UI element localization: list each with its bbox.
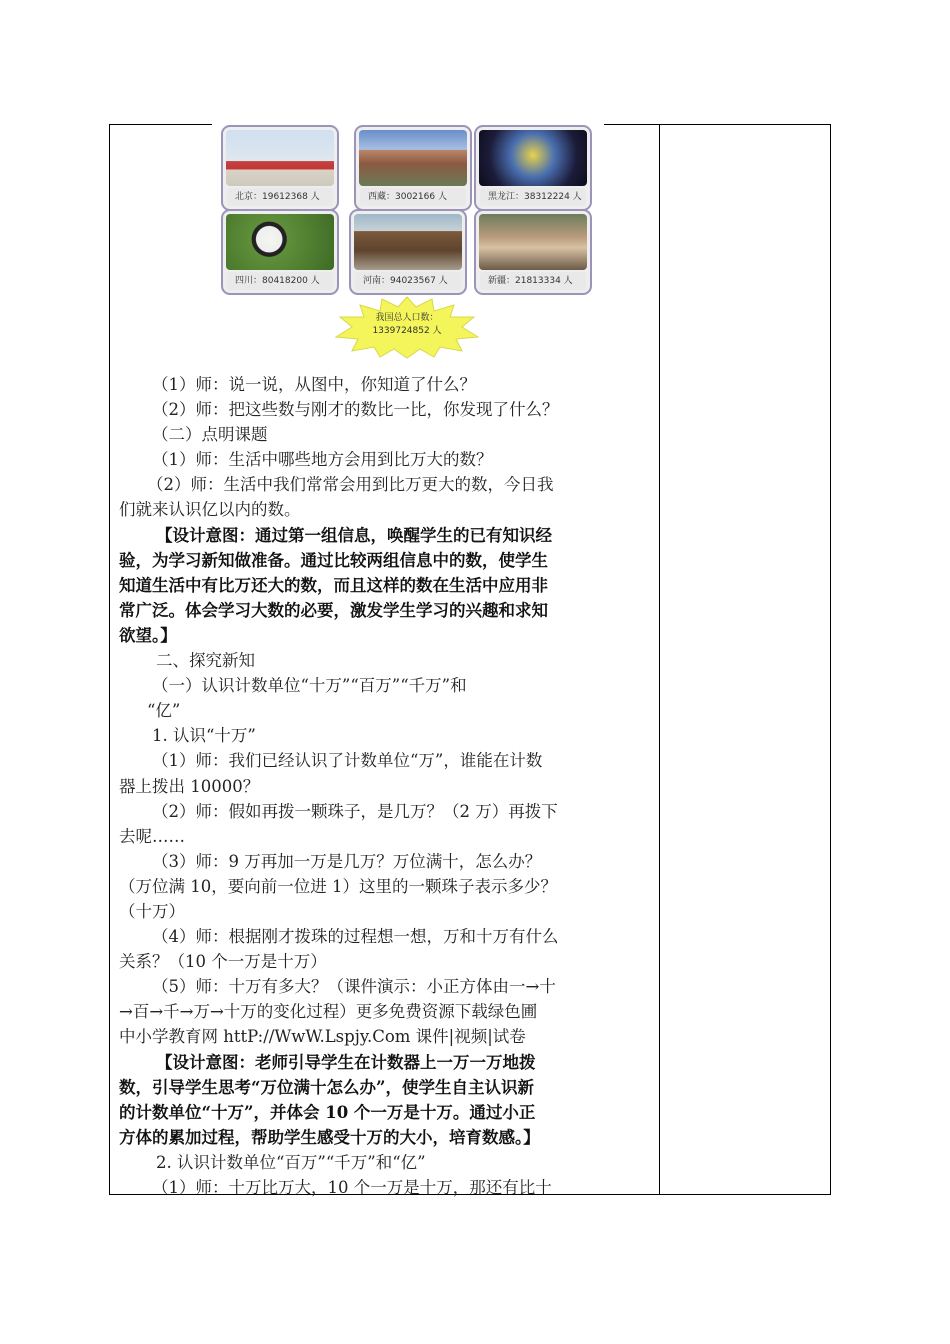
beijing-card [221,125,339,211]
design-intent-2: 【设计意图：老师引导学生在计数器上一万一万地拨 [156,1052,536,1072]
text-line: （二）点明课题 [152,425,268,445]
heilongjiang-photo [479,130,587,186]
text-line: 去呢…… [119,826,185,846]
heilongjiang-card [474,125,592,211]
text-line: （一）认识计数单位“十万”“百万”“千万”和 [152,676,467,696]
text-line: （十万） [119,901,185,921]
text-line: （5）师：十万有多大？（课件演示：小正方体由一→十 [152,977,556,997]
text-line: （2）师：假如再拨一颗珠子，是几万？（2 万）再拨下 [152,801,558,821]
text-line: （1）师：生活中哪些地方会用到比万大的数？ [152,450,493,470]
population-figure [212,119,604,354]
section-heading: 二、探究新知 [156,651,255,671]
xinjiang-card [474,209,592,295]
design-intent-1: 【设计意图：通过第一组信息，唤醒学生的已有知识经 [156,525,552,545]
xizang-card [354,125,472,211]
card-caption: 北京：19612368 人 [227,188,333,206]
text-line: （1）师：十万比万大，10 个一万是十万，那还有比十 [152,1178,552,1197]
text-line: （3）师：9 万再加一万是几万？万位满十，怎么办？ [152,851,542,871]
design-intent-2: 数，引导学生思考“万位满十怎么办”，使学生自主认识新 [119,1077,534,1097]
card-caption: 新疆：21813334 人 [480,272,586,290]
design-intent-2: 的计数单位“十万”，并体会 10 个一万是十万。通过小正 [119,1102,536,1122]
text-line: 们就来认识亿以内的数。 [119,500,301,520]
design-intent-1: 知道生活中有比万还大的数，而且这样的数在生活中应用非 [119,575,548,595]
text-line: （万位满 10，要向前一位进 1）这里的一颗珠子表示多少？ [119,876,557,896]
henan-card [349,209,467,295]
henan-photo [354,214,462,270]
text-line: （4）师：根据刚才拨珠的过程想一想，万和十万有什么 [152,927,559,947]
beijing-photo [226,130,334,186]
design-intent-1: 验，为学习新知做准备。通过比较两组信息中的数，使学生 [119,550,548,570]
text-line: （1）师：说一说，从图中，你知道了什么？ [152,375,476,394]
card-caption: 黑龙江：38312224 人 [480,188,586,206]
text-line: （2）师：把这些数与刚才的数比一比，你发现了什么？ [152,400,559,420]
text-line: “亿” [147,701,181,721]
card-caption: 四川：80418200 人 [227,272,333,290]
card-caption: 西藏：3002166 人 [360,188,466,206]
total-population-label [332,312,482,338]
text-line: （1）师：我们已经认识了计数单位“万”，谁能在计数 [152,751,543,771]
text-line: 关系？（10 个一万是十万） [119,952,327,972]
design-intent-1: 欲望。】 [119,625,177,645]
lesson-content [119,372,619,1200]
sichuan-photo [226,214,334,270]
text-line: （2）师：生活中我们常常会用到比万更大的数，今日我 [147,475,554,495]
xinjiang-photo [479,214,587,270]
total-label-line1: 我国总人口数： [375,313,439,323]
xizang-photo [359,130,467,186]
subsection-heading: 1. 认识“十万” [152,726,256,746]
text-line: 中小学教育网 httP://WwW.Lspjy.Com 课件|视频|试卷 [119,1027,526,1047]
design-intent-1: 常广泛。体会学习大数的必要，激发学生学习的兴趣和求知 [119,600,548,620]
total-label-line2: 1339724852 人 [372,326,442,336]
subsection-heading: 2. 认识计数单位“百万”“千万”和“亿” [156,1152,426,1172]
table-column-divider [659,124,660,1195]
text-line: →百→千→万→十万的变化过程）更多免费资源下载绿色圃 [119,1002,538,1022]
design-intent-2: 方体的累加过程，帮助学生感受十万的大小，培育数感。】 [119,1127,540,1147]
text-line: 器上拨出 10000？ [119,776,260,796]
card-caption: 河南：94023567 人 [355,272,461,290]
sichuan-card [221,209,339,295]
